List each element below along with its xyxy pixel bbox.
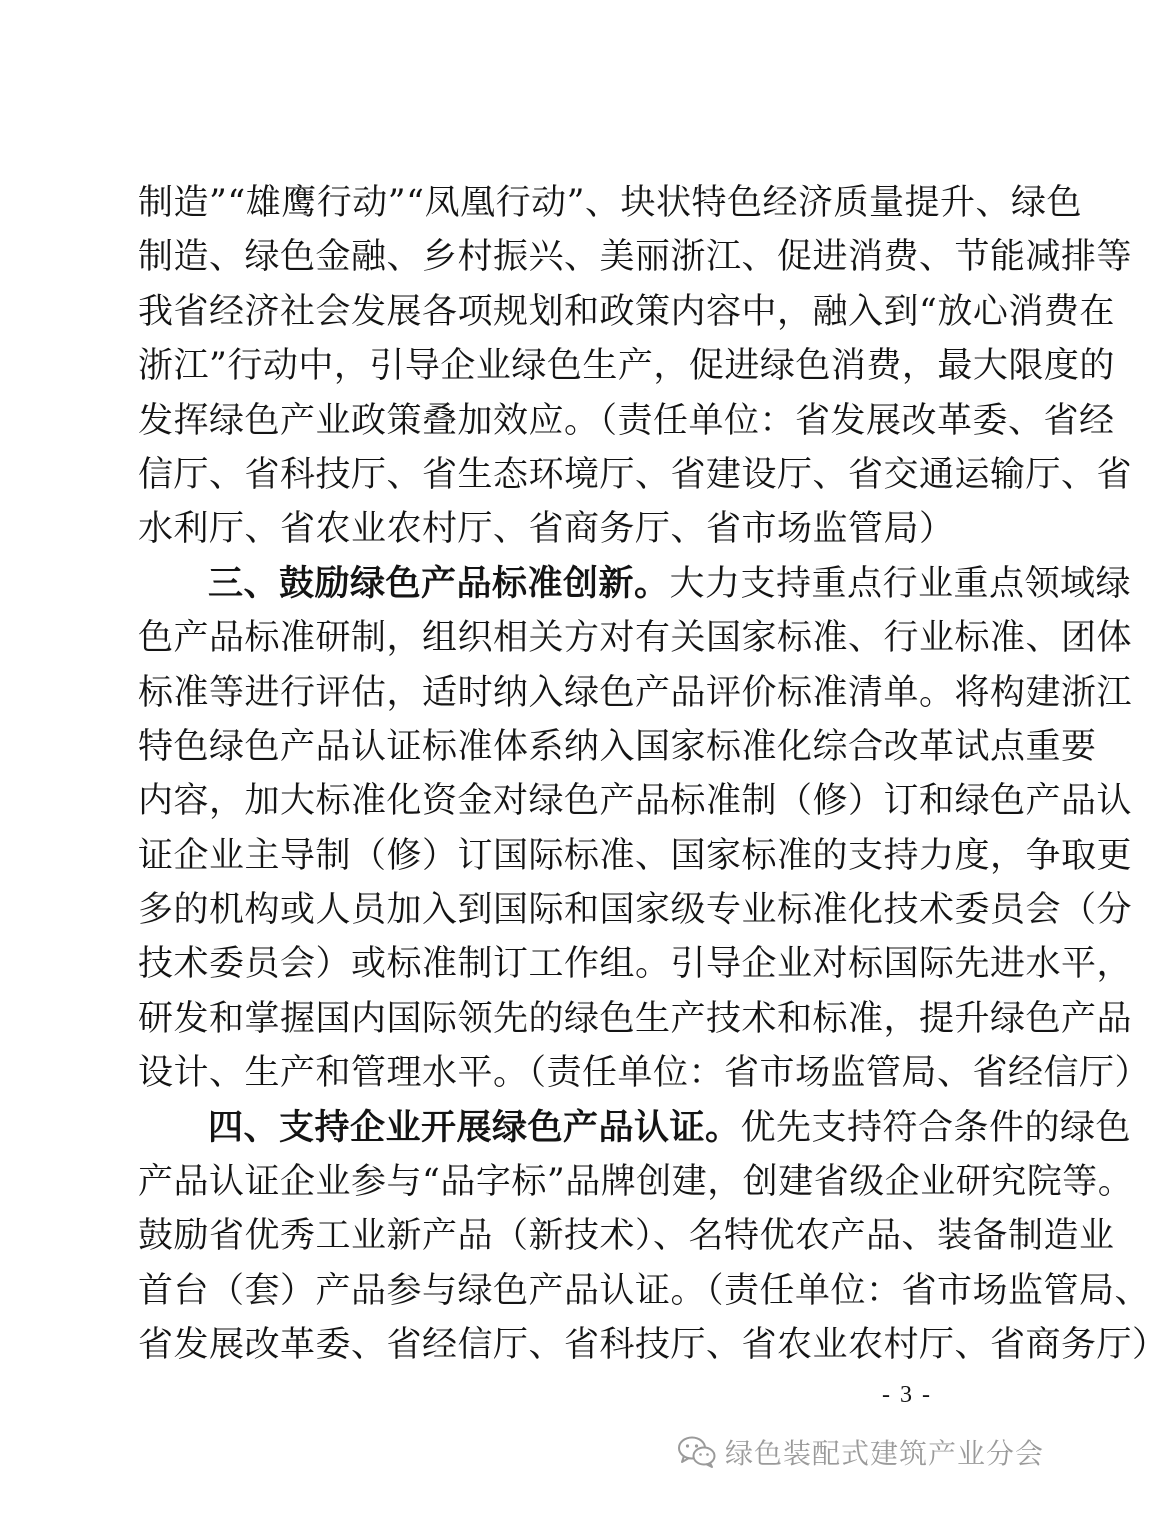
- paragraph-line: 技术委员会）或标准制订工作组。引导企业对标国际先进水平，: [138, 944, 1133, 985]
- paragraph-line: 多的机构或人员加入到国际和国家级专业标准化技术委员会（分: [138, 890, 1133, 931]
- section-4-first-line: [138, 1101, 1132, 1155]
- section-4-text: 优先支持符合条件的绿色: [740, 1107, 1132, 1148]
- watermark-text: 绿色装配式建筑产业分会: [724, 1437, 1044, 1470]
- section-4-heading: 四、支持企业开展绿色产品认证。: [208, 1106, 741, 1148]
- paragraph-line: 证企业主导制（修）订国际标准、国家标准的支持力度，争取更: [138, 835, 1133, 876]
- wechat-icon: [677, 1435, 717, 1469]
- paragraph-line: 首台（套）产品参与绿色产品认证。（责任单位：省市场监管局、: [138, 1270, 1151, 1311]
- paragraph-line: 浙江”行动中，引导企业绿色生产，促进绿色消费，最大限度的: [138, 346, 1115, 387]
- paragraph-line: 鼓励省优秀工业新产品（新技术）、名特优农产品、装备制造业: [138, 1216, 1115, 1257]
- paragraph-line: 我省经济社会发展各项规划和政策内容中，融入到“放心消费在: [138, 291, 1115, 332]
- paragraph-line: 内容，加大标准化资金对绿色产品标准制（修）订和绿色产品认: [138, 781, 1133, 822]
- paragraph-line: 研发和掌握国内国际领先的绿色生产技术和标准，提升绿色产品: [138, 998, 1133, 1039]
- paragraph-line: 发挥绿色产业政策叠加效应。（责任单位：省发展改革委、省经: [138, 400, 1115, 441]
- document-body: [138, 176, 1168, 1373]
- paragraph-line: 制造”“雄鹰行动”“凤凰行动”、块状特色经济质量提升、绿色: [138, 183, 1082, 223]
- paragraph-line: 信厅、省科技厅、省生态环境厅、省建设厅、省交通运输厅、省: [138, 454, 1133, 495]
- paragraph-line: 特色绿色产品认证标准体系纳入国家标准化综合改革试点重要: [138, 726, 1097, 767]
- paragraph-line: 标准等进行评估，适时纳入绿色产品评价标准清单。将构建浙江: [138, 672, 1133, 713]
- watermark: [677, 1432, 1044, 1472]
- paragraph-line: 产品认证企业参与“品字标”品牌创建，创建省级企业研究院等。: [138, 1162, 1134, 1203]
- section-3-first-line: [138, 557, 1132, 611]
- section-3-text: 大力支持重点行业重点领域绿: [669, 563, 1132, 604]
- page-number: - 3 -: [882, 1382, 932, 1408]
- paragraph-line: 省发展改革委、省经信厅、省科技厅、省农业农村厅、省商务厅）: [138, 1325, 1168, 1366]
- paragraph-line: 设计、生产和管理水平。（责任单位：省市场监管局、省经信厅）: [138, 1053, 1151, 1094]
- paragraph-line: 制造、绿色金融、乡村振兴、美丽浙江、促进消费、节能减排等: [138, 237, 1133, 278]
- section-3-heading: 三、鼓励绿色产品标准创新。: [208, 562, 670, 604]
- paragraph-line: 色产品标准研制，组织相关方对有关国家标准、行业标准、团体: [138, 618, 1133, 659]
- paragraph-line: 水利厅、省农业农村厅、省商务厅、省市场监管局）: [138, 509, 955, 550]
